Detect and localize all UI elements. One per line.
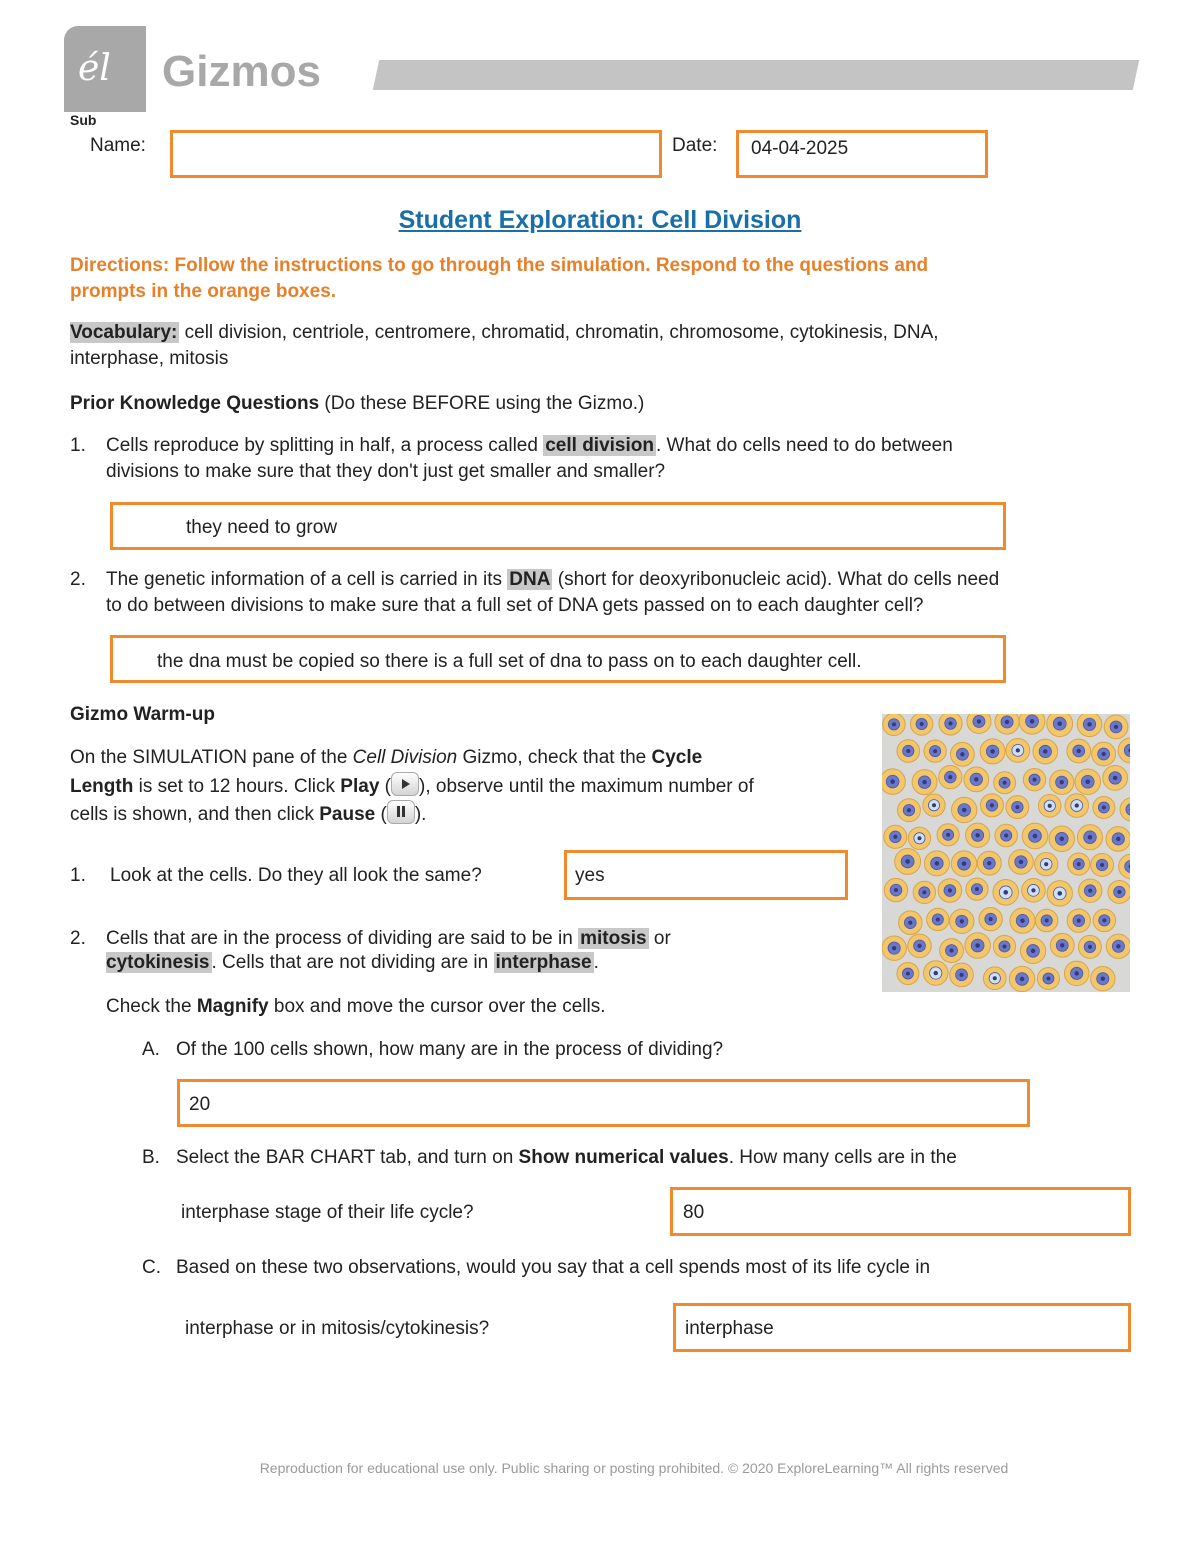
prior-q1-line-1 <box>106 433 953 459</box>
prior-q1-answer-box[interactable] <box>110 502 1006 550</box>
cell-nucleolus <box>1088 835 1093 840</box>
cell-nucleolus <box>1045 918 1049 922</box>
term-dna: DNA <box>509 569 551 590</box>
part-b-line-2: interphase stage of their life cycle? <box>181 1202 474 1223</box>
cells-illustration <box>882 714 1130 992</box>
cell-nucleolus <box>933 749 937 753</box>
cell-nucleolus <box>949 948 953 952</box>
cell-nucleolus <box>987 861 991 865</box>
prior-q1-answer: they need to grow <box>186 517 338 538</box>
cell-nucleolus <box>1116 944 1120 948</box>
prior-heading <box>70 391 644 417</box>
magnify-post: box and move the cursor over the cells. <box>268 996 606 1017</box>
term-mitosis: mitosis <box>580 928 647 949</box>
cell-nucleolus <box>1074 971 1078 975</box>
play-icon <box>391 772 419 796</box>
cell-nucleolus <box>989 917 993 921</box>
warmup-paragraph-line-3 <box>70 800 426 828</box>
part-c-letter: C. <box>142 1257 161 1278</box>
warmup-gizmo-name: Cell Division <box>352 747 458 768</box>
cell-simulation-image <box>882 714 1130 992</box>
cell-nucleolus <box>893 835 897 839</box>
cell-nucleolus <box>905 859 910 864</box>
prior-q2-answer-box[interactable] <box>110 635 1006 683</box>
cell-nucleolus <box>1004 834 1008 838</box>
part-b-pre: Select the BAR CHART tab, and turn on <box>176 1147 519 1168</box>
magnify-word: Magnify <box>196 996 269 1017</box>
date-value: 04-04-2025 <box>751 138 849 159</box>
cell-nucleolus <box>993 976 997 980</box>
warmup-play-word: Play <box>340 776 380 797</box>
cell-nucleolus <box>922 780 926 784</box>
cell-nucleolus <box>990 803 994 807</box>
brand-name: Gizmos <box>162 47 321 96</box>
part-c-line-1: Based on these two observations, would you say that a cell spends most of its life cycle in <box>176 1257 931 1278</box>
cell-nucleolus <box>894 888 898 892</box>
header-bar <box>373 60 1139 90</box>
prior-q2-num: 2. <box>70 569 86 590</box>
part-c-answer-box[interactable] <box>673 1303 1131 1352</box>
cell-nucleolus <box>1046 976 1050 980</box>
directions-line-2: prompts in the orange boxes. <box>70 281 337 302</box>
warmup-length: Length <box>70 776 134 797</box>
cell-nucleolus <box>975 943 980 948</box>
cell-nucleolus <box>1020 918 1025 923</box>
cell-nucleolus <box>1059 837 1064 842</box>
part-b-letter: B. <box>142 1147 160 1168</box>
name-label: Name: <box>90 135 146 156</box>
cell-nucleolus <box>1085 779 1090 784</box>
warmup-q2-mid2: . Cells that are not dividing are in <box>211 952 494 973</box>
cell-nucleolus <box>1020 977 1025 982</box>
warmup-q1-answer: yes <box>575 865 605 886</box>
warmup-q1-num: 1. <box>70 865 86 886</box>
magnify-instruction <box>106 994 606 1020</box>
prior-heading-text: Prior Knowledge Questions <box>70 393 320 414</box>
cell-nucleolus <box>1100 863 1104 867</box>
cell-nucleolus <box>1060 780 1064 784</box>
warmup-p1b: Gizmo, check that the <box>457 747 652 768</box>
warmup-q1-answer-box[interactable] <box>564 850 848 900</box>
prior-q2-answer: the dna must be copied so there is a full set of dna to pass on to each daughter cell. <box>157 651 862 672</box>
cell-nucleolus <box>1048 804 1052 808</box>
cell-nucleolus <box>959 973 963 977</box>
cell-nucleolus <box>1057 721 1062 726</box>
magnify-pre: Check the <box>106 996 197 1017</box>
term-cytokinesis: cytokinesis <box>106 952 210 973</box>
warmup-q2-pre: Cells that are in the process of dividing are said to be in <box>106 928 579 949</box>
cell-nucleolus <box>1016 748 1020 752</box>
warmup-q1-text: Look at the cells. Do they all look the same? <box>110 865 482 886</box>
cell-nucleolus <box>922 890 926 894</box>
cell-nucleolus <box>890 779 895 784</box>
term-cell-division: cell division <box>545 435 654 456</box>
part-b-post: . How many cells are in the <box>728 1147 957 1168</box>
cell-nucleolus <box>1117 890 1121 894</box>
cell-nucleolus <box>1057 891 1062 896</box>
prior-q2-line-1 <box>106 567 999 593</box>
cell-nucleolus <box>907 808 911 812</box>
cell-nucleolus <box>948 775 952 779</box>
date-field[interactable] <box>736 130 988 178</box>
cell-nucleolus <box>1031 949 1036 954</box>
cell-nucleolus <box>1077 749 1081 753</box>
warmup-p3b: ( <box>375 804 387 825</box>
warmup-q2-line-1 <box>106 926 671 952</box>
cell-nucleolus <box>906 749 910 753</box>
prior-q1-line-2: divisions to make sure that they don't just get smaller and smaller? <box>106 461 666 482</box>
logo-glyph: él <box>78 48 111 89</box>
cell-nucleolus <box>1033 834 1038 839</box>
term-interphase: interphase <box>495 952 592 973</box>
cell-nucleolus <box>960 752 964 756</box>
cell-nucleolus <box>1075 803 1079 807</box>
vocabulary-label: Vocabulary: <box>70 322 178 343</box>
cell-nucleolus <box>1003 781 1007 785</box>
cell-nucleolus <box>935 861 940 866</box>
warmup-p3c: ). <box>414 804 427 825</box>
cell-nucleolus <box>892 722 896 726</box>
warmup-p2: is set to 12 hours. Click <box>133 776 341 797</box>
cell-nucleolus <box>962 861 967 866</box>
cell-nucleolus <box>908 921 912 925</box>
vocabulary-line-1: cell division, centriole, centromere, chromatid, chromatin, chromosome, cytokinesis, DNA, <box>179 322 939 343</box>
sub-label: Sub <box>70 112 97 128</box>
cell-nucleolus <box>892 946 896 950</box>
prior-q1-pre: Cells reproduce by splitting in half, a process called <box>106 435 544 456</box>
cell-nucleolus <box>1005 720 1009 724</box>
part-b-answer: 80 <box>683 1202 705 1223</box>
cell-nucleolus <box>1043 749 1047 753</box>
header <box>0 0 1200 128</box>
cell-nucleolus <box>1002 944 1006 948</box>
warmup-q2-mid: or <box>648 928 671 949</box>
warmup-p2b: ( <box>379 776 391 797</box>
cell-nucleolus <box>975 833 979 837</box>
page-title: Student Exploration: Cell Division <box>398 206 802 234</box>
cell-nucleolus <box>1087 722 1091 726</box>
part-b-line-1 <box>176 1145 957 1171</box>
prior-q2-post: (short for deoxyribonucleic acid). What do cells need <box>552 569 1000 590</box>
cell-nucleolus <box>1031 888 1035 892</box>
cell-nucleolus <box>974 777 978 781</box>
warmup-p3: cells is shown, and then click <box>70 804 320 825</box>
part-a-answer: 20 <box>189 1094 211 1115</box>
cell-nucleolus <box>1113 776 1117 780</box>
vocabulary <box>70 320 939 346</box>
warmup-paragraph-line-1 <box>70 745 702 771</box>
cell-nucleolus <box>1116 837 1120 841</box>
cell-nucleolus <box>932 803 936 807</box>
cell-nucleolus <box>1044 862 1048 866</box>
date-label: Date: <box>672 135 718 156</box>
cell-nucleolus <box>1102 806 1106 810</box>
cell-nucleolus <box>1077 862 1081 866</box>
cell-nucleolus <box>1088 945 1092 949</box>
cell-nucleolus <box>1088 889 1092 893</box>
warmup-heading: Gizmo Warm-up <box>70 704 215 725</box>
cell-nucleolus <box>1060 943 1064 947</box>
cell-nucleolus <box>936 917 940 921</box>
part-a-text: Of the 100 cells shown, how many are in the process of dividing? <box>176 1039 724 1060</box>
pause-icon <box>387 800 415 824</box>
footer-copyright: Reproduction for educational use only. Public sharing or posting prohibited. © 2020 ExploreLearning™ All rights reserved <box>259 1460 1009 1476</box>
cell-nucleolus <box>1101 752 1105 756</box>
cell-nucleolus <box>1033 778 1037 782</box>
part-b-answer-box[interactable] <box>670 1187 1131 1236</box>
warmup-q2-num: 2. <box>70 928 86 949</box>
prior-q1-num: 1. <box>70 435 86 456</box>
part-a-answer-box[interactable] <box>177 1079 1030 1127</box>
cell-nucleolus <box>975 887 979 891</box>
name-field[interactable] <box>170 130 662 178</box>
cell-nucleolus <box>1015 805 1019 809</box>
cell-nucleolus <box>960 919 964 923</box>
cell-nucleolus <box>948 721 952 725</box>
cell-nucleolus <box>948 888 952 892</box>
cell-nucleolus <box>1077 919 1081 923</box>
vocabulary-line-2: interphase, mitosis <box>70 348 229 369</box>
cell-nucleolus <box>946 833 950 837</box>
cell-nucleolus <box>1030 719 1035 724</box>
warmup-p1: On the SIMULATION pane of the <box>70 747 353 768</box>
cell-nucleolus <box>917 836 921 840</box>
cell-nucleolus <box>977 719 981 723</box>
cell-nucleolus <box>1003 890 1008 895</box>
cell-nucleolus <box>1101 976 1105 980</box>
prior-note: (Do these BEFORE using the Gizmo.) <box>319 393 645 414</box>
cell-nucleolus <box>1102 918 1106 922</box>
part-a-letter: A. <box>142 1039 160 1060</box>
cell-nucleolus <box>934 971 938 975</box>
cell-nucleolus <box>917 944 921 948</box>
logo-badge <box>64 26 146 112</box>
prior-q2-pre: The genetic information of a cell is carried in its <box>106 569 508 590</box>
prior-q2-line-2: to do between divisions to make sure that a full set of DNA gets passed on to each daughter cell? <box>106 595 924 616</box>
warmup-paragraph-line-2 <box>70 772 754 800</box>
part-c-answer: interphase <box>685 1318 774 1339</box>
cell-nucleolus <box>1114 725 1118 729</box>
part-c-line-2: interphase or in mitosis/cytokinesis? <box>185 1318 490 1339</box>
warmup-pause-word: Pause <box>319 804 376 825</box>
directions <box>70 253 928 305</box>
warmup-cycle: Cycle <box>651 747 703 768</box>
warmup-q2-line-2 <box>106 950 599 976</box>
cell-nucleolus <box>990 749 995 754</box>
directions-line-1: Directions: Follow the instructions to go through the simulation. Respond to the questions and <box>70 255 929 276</box>
warmup-q2-end: . <box>593 952 599 973</box>
cell-nucleolus <box>906 972 910 976</box>
prior-q1-post: . What do cells need to do between <box>656 435 953 456</box>
warmup-p2c: ), observe until the maximum number of <box>419 776 754 797</box>
cell-nucleolus <box>920 722 924 726</box>
cell-nucleolus <box>1019 860 1023 864</box>
cell-nucleolus <box>962 808 967 813</box>
part-b-show-numerical: Show numerical values <box>518 1147 729 1168</box>
